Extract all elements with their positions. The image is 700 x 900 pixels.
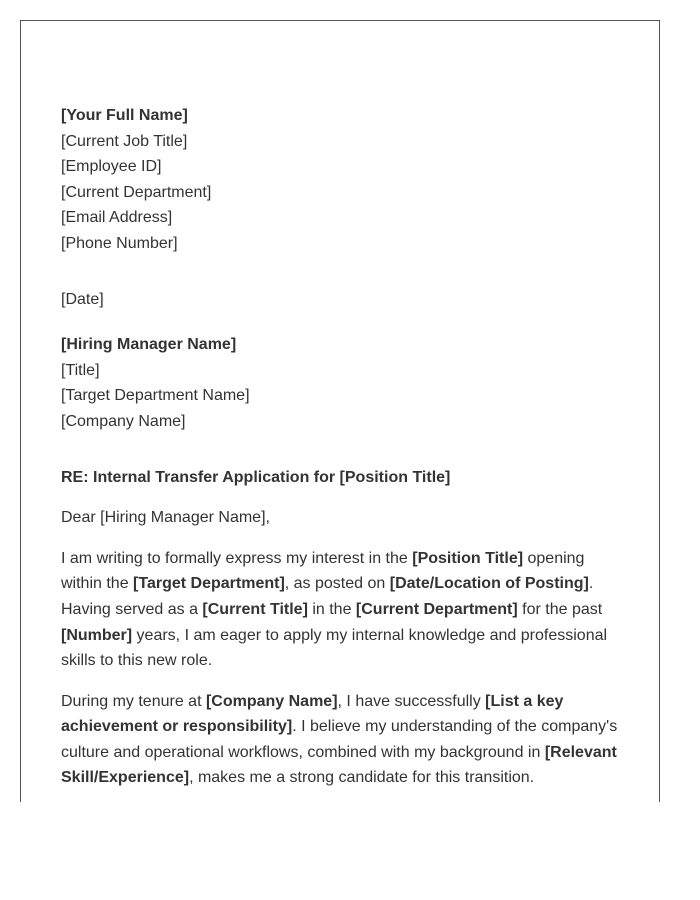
sender-department: [Current Department] [61,183,212,201]
p1-text-4: . Having served as a [61,575,594,618]
sender-block [61,103,626,257]
sender-job-title: [Current Job Title] [61,132,188,150]
p2-text-2: , I have successfully [337,692,486,710]
sender-email: [Email Address] [61,209,173,227]
body-paragraph-1 [61,546,626,674]
body-paragraph-2 [61,689,626,791]
recipient-company: [Company Name] [61,412,186,430]
p1-text-1: I am writing to formally express my interest in the [61,549,413,567]
recipient-department: [Target Department Name] [61,387,250,405]
sender-name: [Your Full Name] [61,107,188,124]
p1-text-3: , as posted on [284,575,390,593]
p1-text-2: opening within the [61,549,585,593]
p1-text-7: years, I am eager to apply my internal knowledge and professional skills to this new role. [61,626,608,670]
p2-text-3: . I believe my understanding of the company's culture and operational workflows, combined with my background in [61,718,618,761]
recipient-block [61,332,626,434]
letter-page [20,20,660,802]
p1-target-department: [Target Department] [133,575,285,593]
p2-key-achievement: [List a key achievement or responsibility] [61,692,564,736]
p1-position-title: [Position Title] [412,549,524,567]
recipient-title: [Title] [61,361,100,379]
p1-text-5: in the [307,600,356,618]
p2-relevant-skill: [Relevant Skill/Experience] [61,743,617,787]
salutation: Dear [Hiring Manager Name], [61,509,270,527]
p1-text-6: for the past [517,600,603,618]
p1-number-years: [Number] [61,626,133,644]
letter-content [61,103,626,806]
p1-posting-date: [Date/Location of Posting] [389,575,589,593]
p2-text-1: During my tenure at [61,692,206,710]
p1-current-department: [Current Department] [355,600,518,618]
p2-text-4: , makes me a strong candidate for this transition. [189,769,535,787]
letter-date: [Date] [61,290,104,308]
p2-company-name: [Company Name] [205,692,338,710]
subject-line: RE: Internal Transfer Application for [Position Title] [61,468,451,486]
recipient-name: [Hiring Manager Name] [61,336,237,354]
p1-current-title: [Current Title] [202,600,308,618]
sender-employee-id: [Employee ID] [61,158,162,176]
sender-phone: [Phone Number] [61,234,178,252]
